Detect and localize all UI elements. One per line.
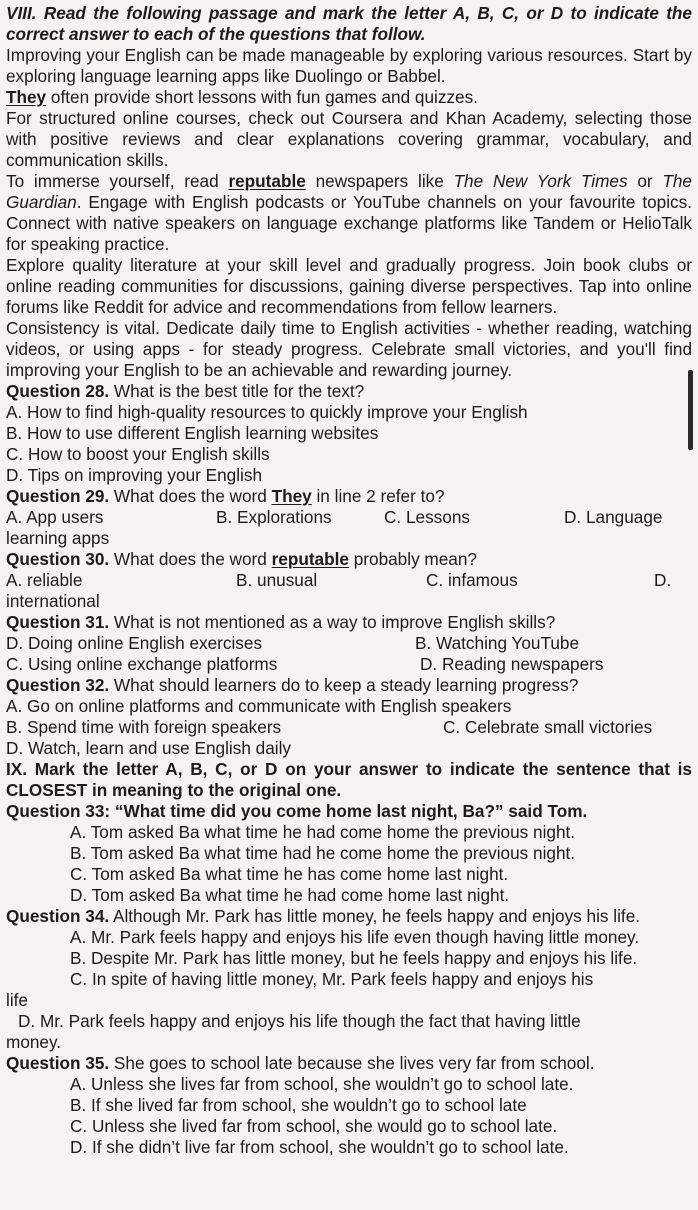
option-32-c[interactable]: C. Celebrate small victories [443,717,653,737]
option-29-a[interactable]: A. App users [6,507,104,527]
word-they: They [6,87,47,107]
option-30-d[interactable]: D. [654,570,672,590]
option-28-c[interactable]: C. How to boost your English skills [6,444,270,464]
question-29: Question 29. What does the word They in line 2 refer to? [6,486,445,506]
option-31-b[interactable]: B. Watching YouTube [415,633,580,653]
passage-paragraph-5: Consistency is vital. Dedicate daily time to English activities - whether reading, watching videos, or using apps - for steady progress. Celebrate small victories, and you'll find improving your English to be an achievable and rewarding journey. [6,318,692,380]
option-28-a[interactable]: A. How to find high-quality resources to quickly improve your English [6,402,528,422]
question-35: Question 35. She goes to school late because she lives very far from school. [6,1053,595,1073]
question-33: Question 33: “What time did you come home last night, Ba?” said Tom. [6,801,588,821]
option-35-a[interactable]: A. Unless she lives far from school, she wouldn’t go to school late. [70,1074,574,1094]
question-31: Question 31. What is not mentioned as a way to improve English skills? [6,612,556,632]
option-29-b[interactable]: B. Explorations [216,507,332,527]
options-29 [6,507,692,528]
option-29-d-continued: learning apps [6,528,110,548]
option-35-b[interactable]: B. If she lived far from school, she wouldn’t go to school late [70,1095,527,1115]
question-30: Question 30. What does the word reputable probably mean? [6,549,477,569]
section-9-heading: IX. Mark the letter A, B, C, or D on your answer to indicate the sentence that is CLOSEST in meaning to the original one. [6,759,692,800]
option-34-a[interactable]: A. Mr. Park feels happy and enjoys his life even though having little money. [70,927,640,947]
question-28: Question 28. What is the best title for the text? [6,381,365,401]
option-30-b[interactable]: B. unusual [236,570,318,590]
passage-paragraph-2: For structured online courses, check out Coursera and Khan Academy, selecting those with positive reviews and clear explanations covering grammar, vocabulary, and communication skills. [6,108,692,170]
section-8-heading: VIII. Read the following passage and mark the letter A, B, C, or D to indicate the correct answer to each of the questions that follow. [6,3,692,44]
options-32-row [6,717,692,738]
option-29-c[interactable]: C. Lessons [384,507,470,527]
option-33-c[interactable]: C. Tom asked Ba what time he has come home last night. [70,864,509,884]
question-34: Question 34. Although Mr. Park has little money, he feels happy and enjoys his life. [6,906,641,926]
option-32-d[interactable]: D. Watch, learn and use English daily [6,738,292,758]
option-34-b[interactable]: B. Despite Mr. Park has little money, but he feels happy and enjoys his life. [70,948,638,968]
option-32-a[interactable]: A. Go on online platforms and communicate with English speakers [6,696,512,716]
question-32: Question 32. What should learners do to keep a steady learning progress? [6,675,579,695]
option-31-d[interactable]: D. Reading newspapers [420,654,604,674]
option-34-d-continued: money. [6,1032,62,1052]
options-30 [6,570,692,591]
option-33-a[interactable]: A. Tom asked Ba what time he had come home the previous night. [70,822,576,842]
passage-paragraph-4: Explore quality literature at your skill level and gradually progress. Join book clubs or online reading communities for discussions, gaining diverse perspectives. Tap into online forums like Reddit for advice and recommendations from fellow learners. [6,255,692,317]
option-28-d[interactable]: D. Tips on improving your English [6,465,263,485]
scrollbar[interactable] [688,370,693,450]
option-33-d[interactable]: D. Tom asked Ba what time he had come home last night. [70,885,510,905]
option-33-b[interactable]: B. Tom asked Ba what time had he come home the previous night. [70,843,576,863]
passage-paragraph-3: To immerse yourself, read reputable newspapers like The New York Times or The Guardian. Engage with English podcasts or YouTube channels on your favourite topics. Connect with native speakers on language exchange platforms like Tandem or HelioTalk for speaking practice. [6,171,692,254]
option-34-d[interactable]: D. Mr. Park feels happy and enjoys his life though the fact that having little [18,1011,581,1031]
option-31-a[interactable]: D. Doing online English exercises [6,633,263,653]
option-30-a[interactable]: A. reliable [6,570,83,590]
option-30-c[interactable]: C. infamous [426,570,518,590]
option-35-c[interactable]: C. Unless she lived far from school, she would go to school late. [70,1116,558,1136]
option-30-d-continued: international [6,591,100,611]
options-31-row-1 [6,633,692,654]
word-reputable: reputable [228,171,306,191]
option-32-b[interactable]: B. Spend time with foreign speakers [6,717,282,737]
option-29-d[interactable]: D. Language [564,507,663,527]
option-34-c-continued: life [6,990,28,1010]
option-28-b[interactable]: B. How to use different English learning websites [6,423,379,443]
option-35-d[interactable]: D. If she didn’t live far from school, she wouldn’t go to school late. [70,1137,569,1157]
passage-paragraph-1: Improving your English can be made manageable by exploring various resources. Start by exploring language learning apps like Duolingo or Babbel. They often provide short lessons with fun games and quizzes. [6,45,692,107]
option-31-c[interactable]: C. Using online exchange platforms [6,654,278,674]
option-34-c[interactable]: C. In spite of having little money, Mr. Park feels happy and enjoys his [70,969,594,989]
options-31-row-2 [6,654,692,675]
